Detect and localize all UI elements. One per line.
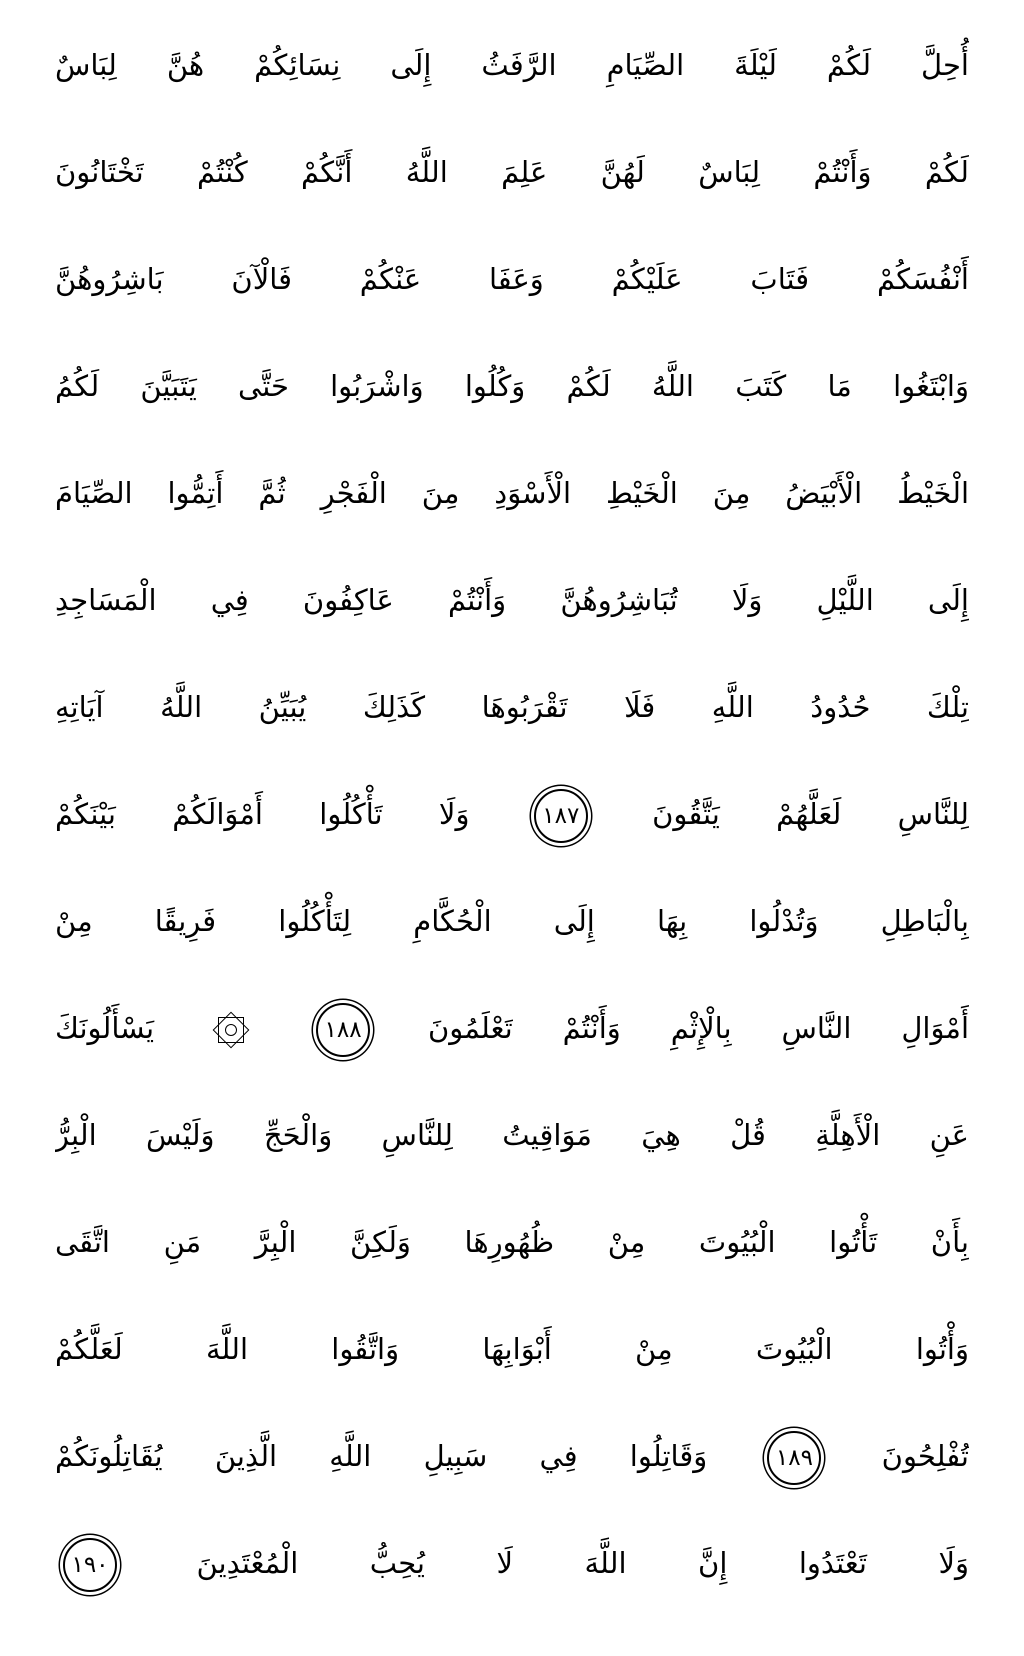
mushaf-line-11: [55, 1082, 969, 1189]
mushaf-line-4: [55, 333, 969, 440]
ayah-end-marker: [63, 1538, 117, 1592]
ayah-text: أَمْوَالِ النَّاسِ بِالْإِثْمِ وَأَنْتُمْ تَعْلَمُونَ: [427, 1011, 969, 1045]
mushaf-line-13: [55, 1296, 969, 1403]
mushaf-line-2: [55, 119, 969, 226]
ayah-text: وَلَا تَعْتَدُوا إِنَّ اللَّهَ لَا يُحِبُّ الْمُعْتَدِينَ: [196, 1546, 969, 1580]
ayah-number: ١٨٩: [775, 1444, 813, 1471]
ayah-text: يَسْأَلُونَكَ: [55, 1011, 155, 1045]
ayah-end-marker: [767, 1431, 821, 1485]
mushaf-line-14: [55, 1403, 969, 1510]
mushaf-line-6: [55, 547, 969, 654]
ayah-end-marker: [316, 1003, 370, 1057]
mushaf-line-12: [55, 1189, 969, 1296]
ayah-text: إِلَى اللَّيْلِ وَلَا تُبَاشِرُوهُنَّ وَأَنْتُمْ عَاكِفُونَ فِي الْمَسَاجِدِ: [55, 583, 969, 617]
mushaf-line-8: [55, 761, 969, 868]
ayah-end-marker: [534, 789, 588, 843]
ayah-text: وَلَا تَأْكُلُوا أَمْوَالَكُمْ بَيْنَكُمْ: [55, 797, 470, 831]
ayah-text: وَقَاتِلُوا فِي سَبِيلِ اللَّهِ الَّذِينَ يُقَاتِلُونَكُمْ: [55, 1439, 708, 1473]
rub-el-hizb-icon: [210, 1009, 252, 1051]
ayah-text: بِأَنْ تَأْتُوا الْبُيُوتَ مِنْ ظُهُورِهَا وَلَكِنَّ الْبِرَّ مَنِ اتَّقَى: [55, 1225, 969, 1259]
mushaf-line-9: [55, 868, 969, 975]
ayah-text: وَابْتَغُوا مَا كَتَبَ اللَّهُ لَكُمْ وَكُلُوا وَاشْرَبُوا حَتَّى يَتَبَيَّنَ لَكُمُ: [55, 369, 969, 403]
ayah-text: وَأْتُوا الْبُيُوتَ مِنْ أَبْوَابِهَا وَاتَّقُوا اللَّهَ لَعَلَّكُمْ: [55, 1332, 969, 1366]
ayah-text: لِلنَّاسِ لَعَلَّهُمْ يَتَّقُونَ: [652, 797, 969, 831]
mushaf-text-block: [55, 12, 969, 1617]
ayah-text: تِلْكَ حُدُودُ اللَّهِ فَلَا تَقْرَبُوهَا كَذَلِكَ يُبَيِّنُ اللَّهُ آيَاتِهِ: [55, 690, 969, 724]
ayah-text: أَنْفُسَكُمْ فَتَابَ عَلَيْكُمْ وَعَفَا عَنْكُمْ فَالْآنَ بَاشِرُوهُنَّ: [55, 262, 969, 296]
ayah-text: الْخَيْطُ الْأَبْيَضُ مِنَ الْخَيْطِ الْأَسْوَدِ مِنَ الْفَجْرِ ثُمَّ أَتِمُّوا الصِّيَامَ: [55, 476, 969, 510]
mushaf-line-1: [55, 12, 969, 119]
ayah-number: ١٨٨: [324, 1016, 362, 1043]
mushaf-line-7: [55, 654, 969, 761]
mushaf-line-5: [55, 440, 969, 547]
ayah-text: عَنِ الْأَهِلَّةِ قُلْ هِيَ مَوَاقِيتُ لِلنَّاسِ وَالْحَجِّ وَلَيْسَ الْبِرُّ: [55, 1118, 969, 1152]
mushaf-line-3: [55, 226, 969, 333]
ayah-number: ١٨٧: [542, 802, 580, 829]
mushaf-line-10: [55, 975, 969, 1082]
ayah-text: بِالْبَاطِلِ وَتُدْلُوا بِهَا إِلَى الْحُكَّامِ لِتَأْكُلُوا فَرِيقًا مِنْ: [55, 904, 969, 938]
ayah-number: ١٩٠: [71, 1551, 109, 1578]
mushaf-line-15: [55, 1510, 969, 1617]
ayah-text: أُحِلَّ لَكُمْ لَيْلَةَ الصِّيَامِ الرَّفَثُ إِلَى نِسَائِكُمْ هُنَّ لِبَاسٌ: [55, 48, 969, 82]
ayah-text: لَكُمْ وَأَنْتُمْ لِبَاسٌ لَهُنَّ عَلِمَ اللَّهُ أَنَّكُمْ كُنْتُمْ تَخْتَانُونَ: [55, 155, 969, 189]
ayah-text: تُفْلِحُونَ: [881, 1439, 969, 1473]
